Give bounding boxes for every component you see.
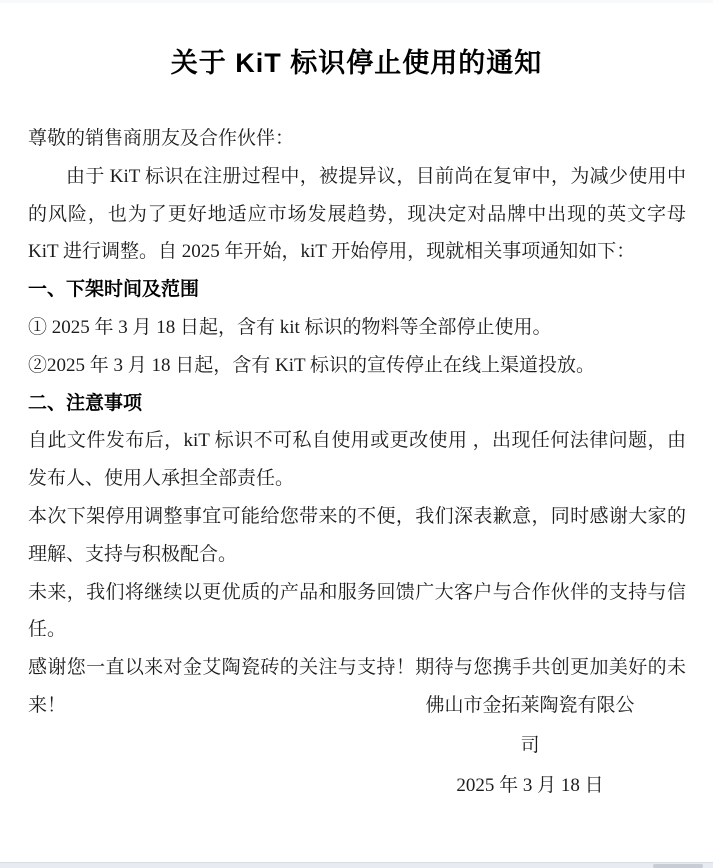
horizontal-scrollbar-track[interactable] bbox=[0, 862, 713, 868]
signature-block bbox=[418, 686, 642, 806]
section-2-paragraph-3: 未来，我们将继续以更优质的产品和服务回馈广大客户与合作伙伴的支持与信任。 bbox=[28, 581, 686, 641]
signature-company: 佛山市金拓莱陶瓷有限公司 bbox=[425, 695, 635, 756]
section-2-heading: 二、注意事项 bbox=[28, 392, 143, 414]
signature-date: 2025 年 3 月 18 日 bbox=[456, 775, 604, 796]
window-top-edge bbox=[0, 0, 713, 3]
section-2-paragraph-1: 自此文件发布后，kiT 标识不可私自使用或更改使用 ，出现任何法律问题，由发布人、使用人承担全部责任。 bbox=[28, 430, 686, 490]
section-2-paragraph-2: 本次下架停用调整事宜可能给您带来的不便，我们深表歉意，同时感谢大家的理解、支持与积极配合。 bbox=[28, 505, 686, 565]
section-1-item-1: ① 2025 年 3 月 18 日起，含有 kit 标识的物料等全部停止使用。 bbox=[28, 316, 552, 338]
notice-title: 关于 KiT 标识停止使用的通知 bbox=[170, 48, 543, 78]
section-2-paragraph-4: 感谢您一直以来对金艾陶瓷砖的关注与支持！期待与您携手共创更加美好的未来！ bbox=[28, 657, 686, 716]
section-1-heading: 一、下架时间及范围 bbox=[28, 279, 200, 301]
section-1-item-2: ②2025 年 3 月 18 日起，含有 KiT 标识的宣传停止在线上渠道投放。 bbox=[28, 354, 596, 376]
horizontal-scrollbar-thumb[interactable] bbox=[653, 864, 703, 868]
intro-paragraph: 由于 KiT 标识在注册过程中，被提异议，目前尚在复审中，为减少使用中的风险，也为了更好地适应市场发展趋势，现决定对品牌中出现的英文字母 KiT 进行调整。自 2025 年开始，kiT 开始停用，现就相关事项通知如下： bbox=[28, 165, 686, 263]
salutation-line: 尊敬的销售商朋友及合作伙伴： bbox=[28, 128, 295, 149]
notice-body bbox=[28, 120, 686, 725]
